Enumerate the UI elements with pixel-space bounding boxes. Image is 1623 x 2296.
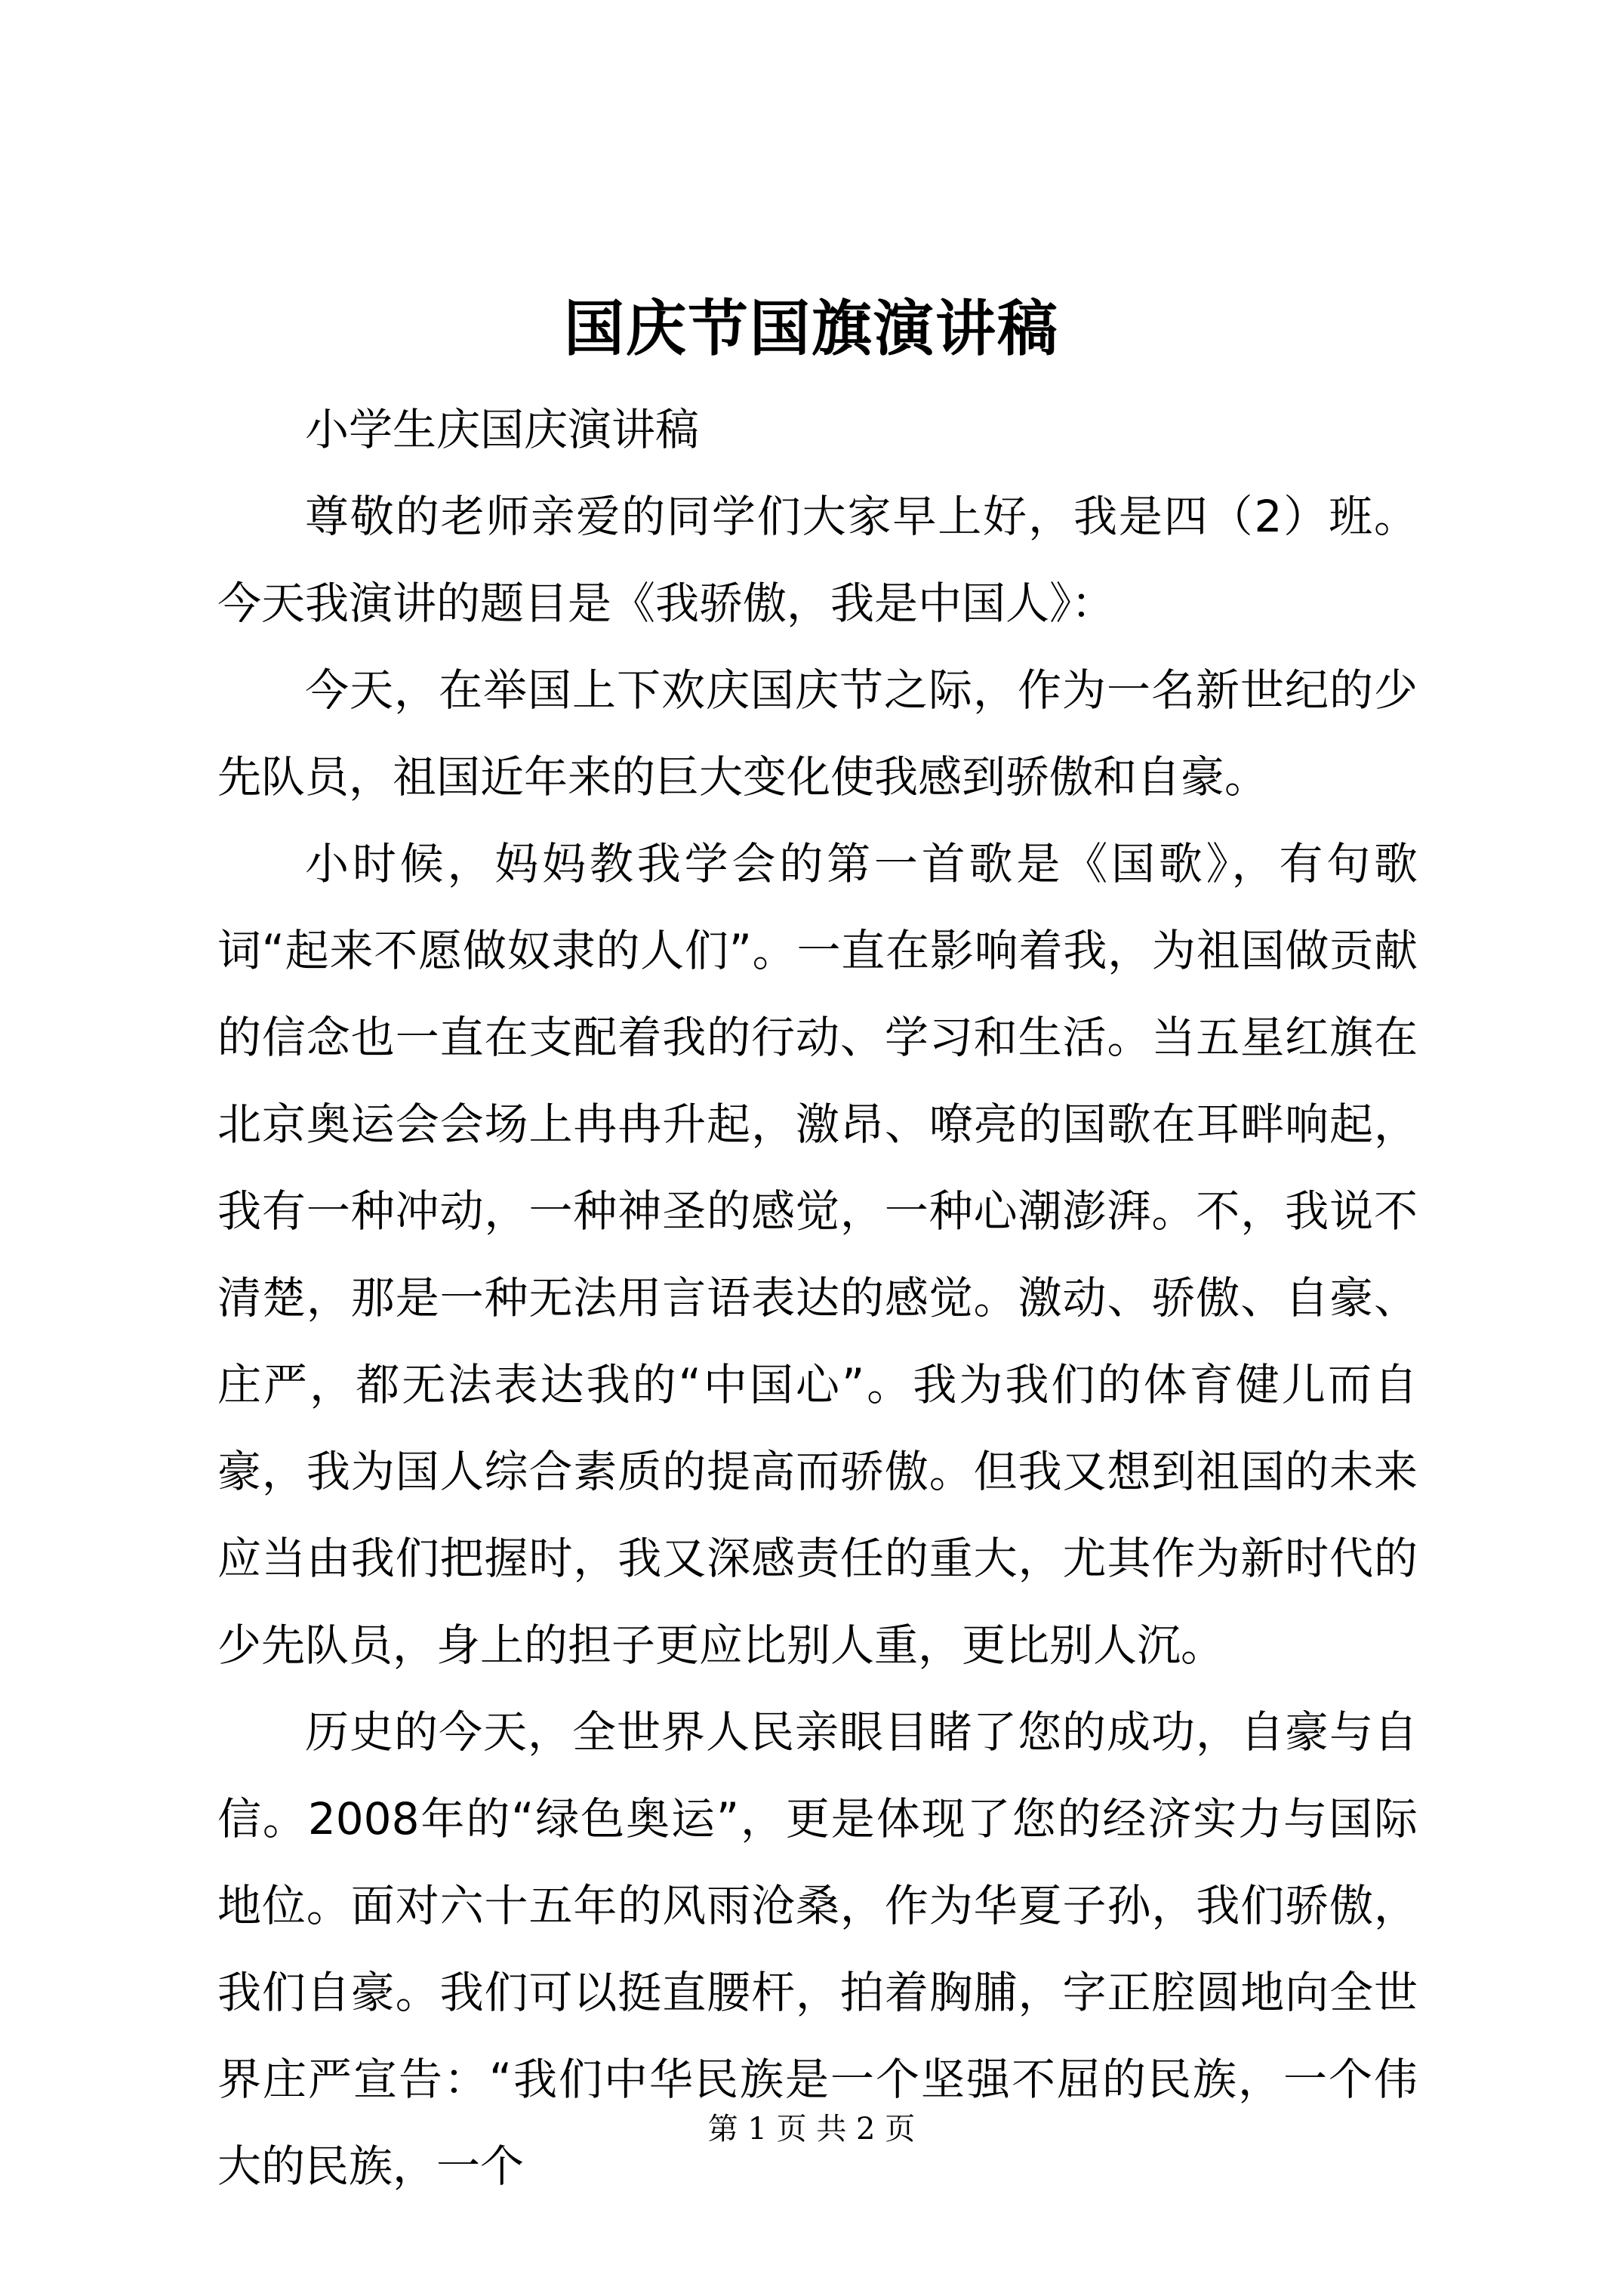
page-title: 国庆节国旗演讲稿 xyxy=(564,293,1059,364)
page-footer: 第 1 页 共 2 页 xyxy=(707,2112,916,2147)
paragraph-history: 历史的今天，全世界人民亲眼目睹了您的成功，自豪与自信。2008年的“绿色奥运”，更是体现了您的经济实力与国际地位。面对六十五年的风雨沧桑，作为华夏子孙，我们骄傲，我们自豪。我们可以挺直腰杆，拍着胸脯，字正腔圆地向全世界庄严宣告：“我们中华民族是一个坚强不屈的民族，一个伟大的民族，一个 xyxy=(217,1706,1418,2192)
document-body xyxy=(217,387,1418,2210)
paragraph-greeting: 尊敬的老师亲爱的同学们大家早上好，我是四（2）班。今天我演讲的题目是《我骄傲，我是中国人》： xyxy=(217,491,1418,629)
paragraph-intro: 今天，在举国上下欢庆国庆节之际，作为一名新世纪的少先队员，祖国近年来的巨大变化使我感到骄傲和自豪。 xyxy=(217,664,1418,803)
paragraph-childhood: 小时候，妈妈教我学会的第一首歌是《国歌》，有句歌词“起来不愿做奴隶的人们”。一直在影响着我，为祖国做贡献的信念也一直在支配着我的行动、学习和生活。当五星红旗在北京奥运会会场上冉冉升起，激昂、嘹亮的国歌在耳畔响起，我有一种冲动，一种神圣的感觉，一种心潮澎湃。不，我说不清楚，那是一种无法用言语表达的感觉。激动、骄傲、自豪、庄严，都无法表达我的“中国心”。我为我们的体育健儿而自豪，我为国人综合素质的提高而骄傲。但我又想到祖国的未来应当由我们把握时，我又深感责任的重大，尤其作为新时代的少先队员，身上的担子更应比别人重，更比别人沉。 xyxy=(217,838,1418,1671)
paragraph-subtitle: 小学生庆国庆演讲稿 xyxy=(305,404,700,455)
